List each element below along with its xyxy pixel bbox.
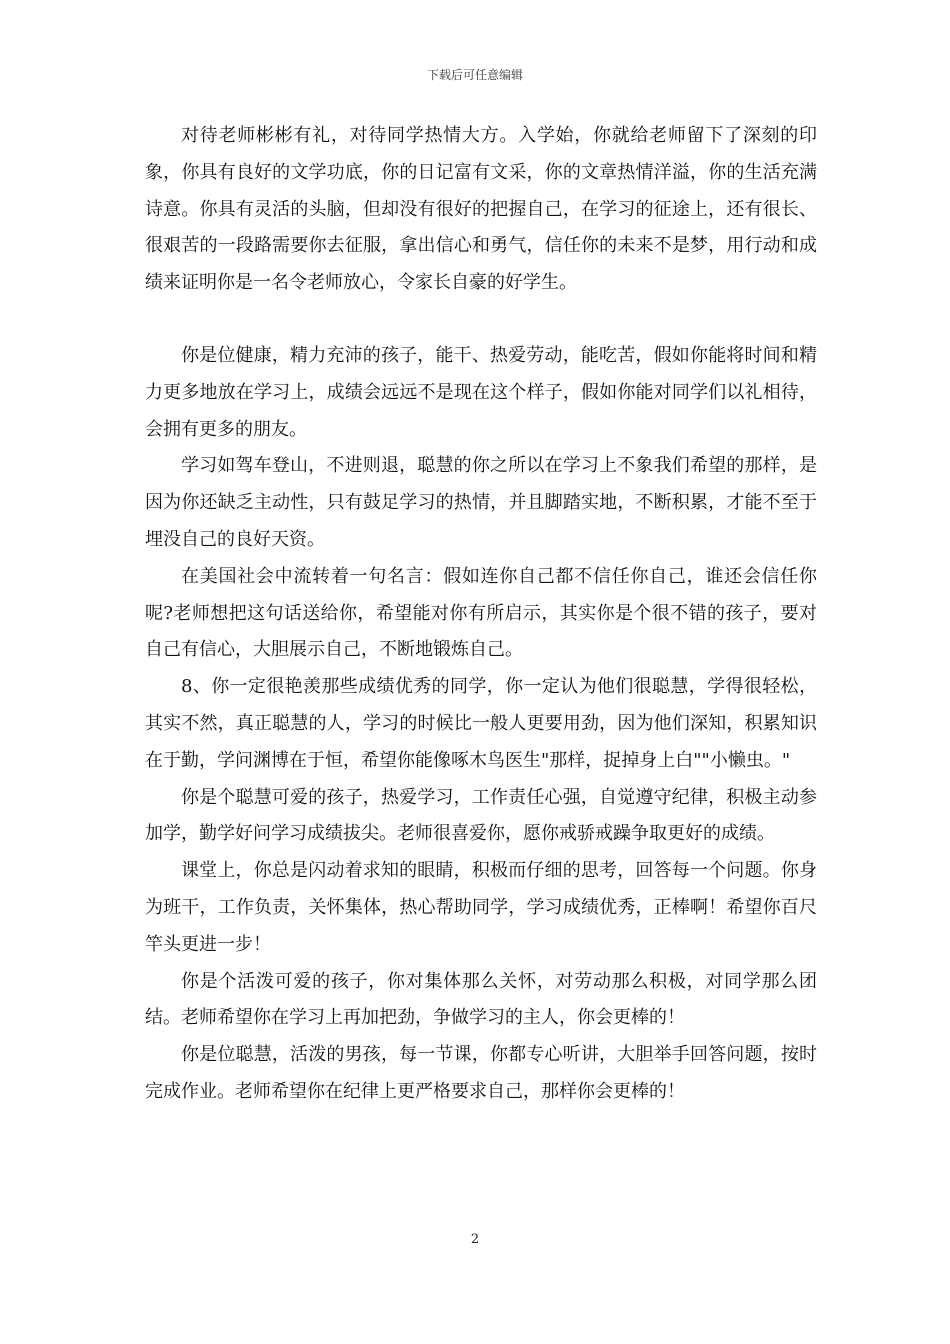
- paragraph-3: 学习如驾车登山，不进则退，聪慧的你之所以在学习上不象我们希望的那样，是因为你还缺乏主动性，只有鼓足学习的热情，并且脚踏实地，不断积累，才能不至于埋没自己的良好天资。: [145, 455, 817, 550]
- paragraph-7: 课堂上，你总是闪动着求知的眼睛，积极而仔细的思考，回答每一个问题。你身为班干，工作负责，关怀集体，热心帮助同学，学习成绩优秀，正棒啊！希望你百尺竿头更进一步！: [145, 860, 817, 955]
- paragraph-9: 你是位聪慧，活泼的男孩，每一节课，你都专心听讲，大胆举手回答问题，按时完成作业。老师希望你在纪律上更严格要求自己，那样你会更棒的！: [145, 1044, 817, 1102]
- page-header: 下载后可任意编辑: [426, 68, 523, 82]
- paragraph-1: 对待老师彬彬有礼，对待同学热情大方。入学始，你就给老师留下了深刻的印象，你具有良好的文学功底，你的日记富有文采，你的文章热情洋溢，你的生活充满诗意。你具有灵活的头脑，但却没有很好的把握自己，在学习的征途上，还有很长、很艰苦的一段路需要你去征服，拿出信心和勇气，信任你的未来不是梦，用行动和成绩来证明你是一名令老师放心，令家长自豪的好学生。: [145, 125, 817, 294]
- paragraph-8: 你是个活泼可爱的孩子，你对集体那么关怀，对劳动那么积极，对同学那么团结。老师希望你在学习上再加把劲，争做学习的主人，你会更棒的！: [145, 970, 817, 1029]
- paragraph-5: 8、你一定很艳羡那些成绩优秀的同学，你一定认为他们很聪慧，学得很轻松，其实不然，真正聪慧的人，学习的时候比一般人更要用劲，因为他们深知，积累知识在于勤，学问渊博在于恒，希望你能像啄木鸟医生"那样，捉掉身上白""小懒虫。": [145, 676, 817, 771]
- document-body: [145, 118, 817, 1111]
- paragraph-2: 你是位健康，精力充沛的孩子，能干、热爱劳动，能吃苦，假如你能将时间和精力更多地放在学习上，成绩会远远不是现在这个样子，假如你能对同学们以礼相待，会拥有更多的朋友。: [145, 344, 817, 440]
- paragraph-4: 在美国社会中流转着一句名言：假如连你自己都不信任你自己，谁还会信任你呢?老师想把这句话送给你，希望能对你有所启示，其实你是个很不错的孩子，要对自己有信心，大胆展示自己，不断地锻炼自己。: [145, 565, 817, 661]
- paragraph-6: 你是个聪慧可爱的孩子，热爱学习，工作责任心强，自觉遵守纪律，积极主动参加学，勤学好问学习成绩拔尖。老师很喜爱你，愿你戒骄戒躁争取更好的成绩。: [145, 786, 817, 845]
- page-number: 2: [470, 1232, 480, 1247]
